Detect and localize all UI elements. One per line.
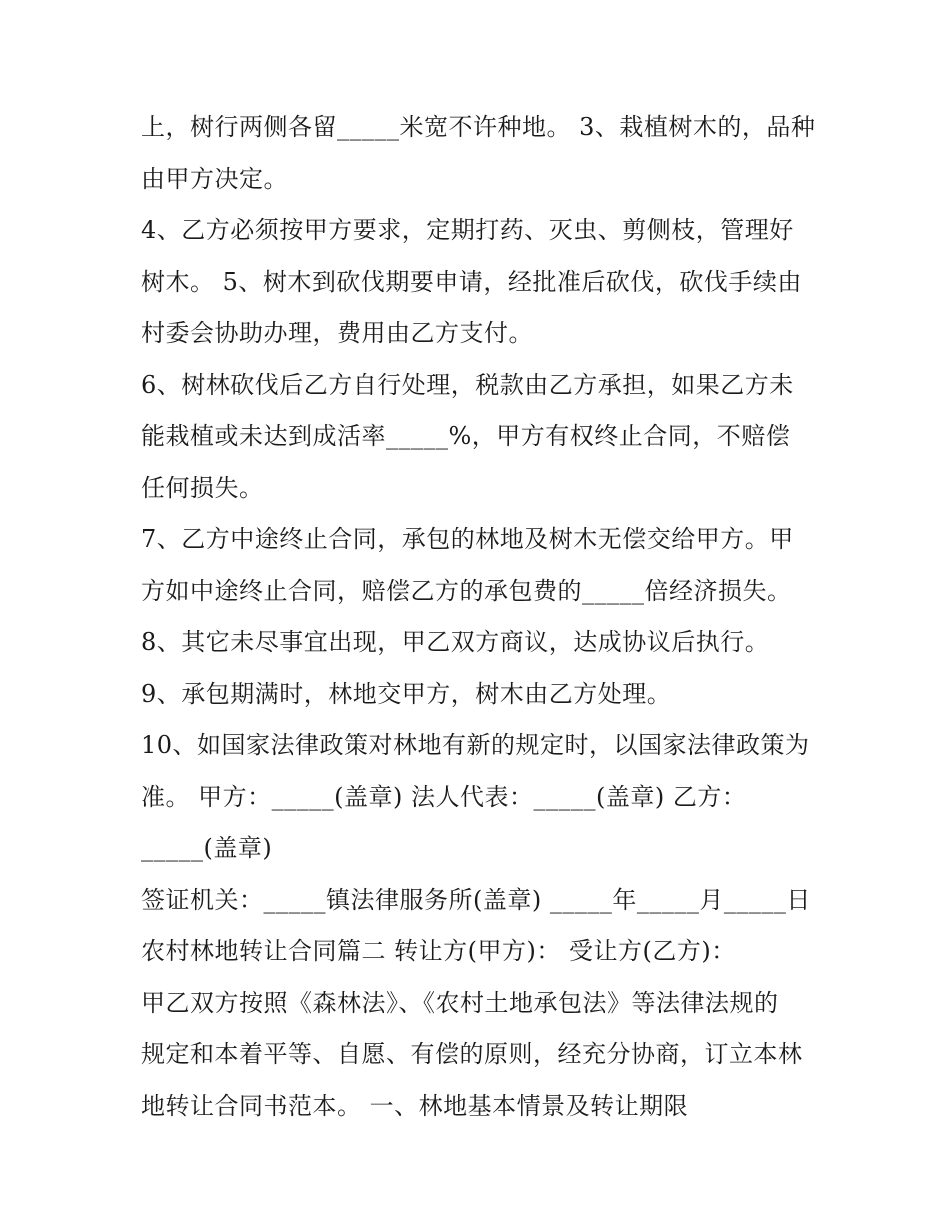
text-line: 9、承包期满时，林地交甲方，树木由乙方处理。	[141, 679, 672, 708]
text-line: 上，树行两侧各留_____米宽不许种地。 3、栽植树木的，品种	[141, 113, 816, 141]
text-line: 由甲方决定。	[141, 164, 288, 193]
text-line: 农村林地转让合同篇二 转让方(甲方)： 受让方(乙方)：	[141, 937, 736, 965]
text-line: 签证机关：_____镇法律服务所(盖章) _____年_____月_____日	[141, 885, 811, 914]
text-line: 能栽植或未达到成活率_____%，甲方有权终止合同，不赔偿	[141, 422, 791, 450]
text-line: 10、如国家法律政策对林地有新的规定时，以国家法律政策为	[141, 731, 810, 759]
text-line: 任何损失。	[141, 473, 264, 502]
text-line: 6、树林砍伐后乙方自行处理，税款由乙方承担，如果乙方未	[141, 370, 794, 399]
text-line: 甲乙双方按照《森林法》、《农村土地承包法》等法律法规的	[141, 988, 779, 1017]
text-line: 方如中途终止合同，赔偿乙方的承包费的_____倍经济损失。	[141, 576, 792, 605]
text-line: 8、其它未尽事宜出现，甲乙双方商议，达成协议后执行。	[141, 628, 770, 656]
text-line: 村委会协助办理，费用由乙方支付。	[141, 319, 533, 347]
text-line: _____(盖章)	[141, 834, 273, 862]
text-line: 规定和本着平等、自愿、有偿的原则，经充分协商，订立本林	[141, 1040, 803, 1068]
text-line: 地转让合同书范本。 一、林地基本情景及转让期限	[141, 1091, 689, 1120]
text-line: 树木。 5、树木到砍伐期要申请，经批准后砍伐，砍伐手续由	[141, 267, 802, 296]
text-line: 准。 甲方：_____(盖章) 法人代表：_____(盖章) 乙方：	[141, 782, 747, 811]
document-body	[141, 102, 821, 1132]
text-line: 7、乙方中途终止合同，承包的林地及树木无偿交给甲方。甲	[141, 525, 794, 553]
text-line: 4、乙方必须按甲方要求，定期打药、灭虫、剪侧枝，管理好	[141, 216, 794, 244]
